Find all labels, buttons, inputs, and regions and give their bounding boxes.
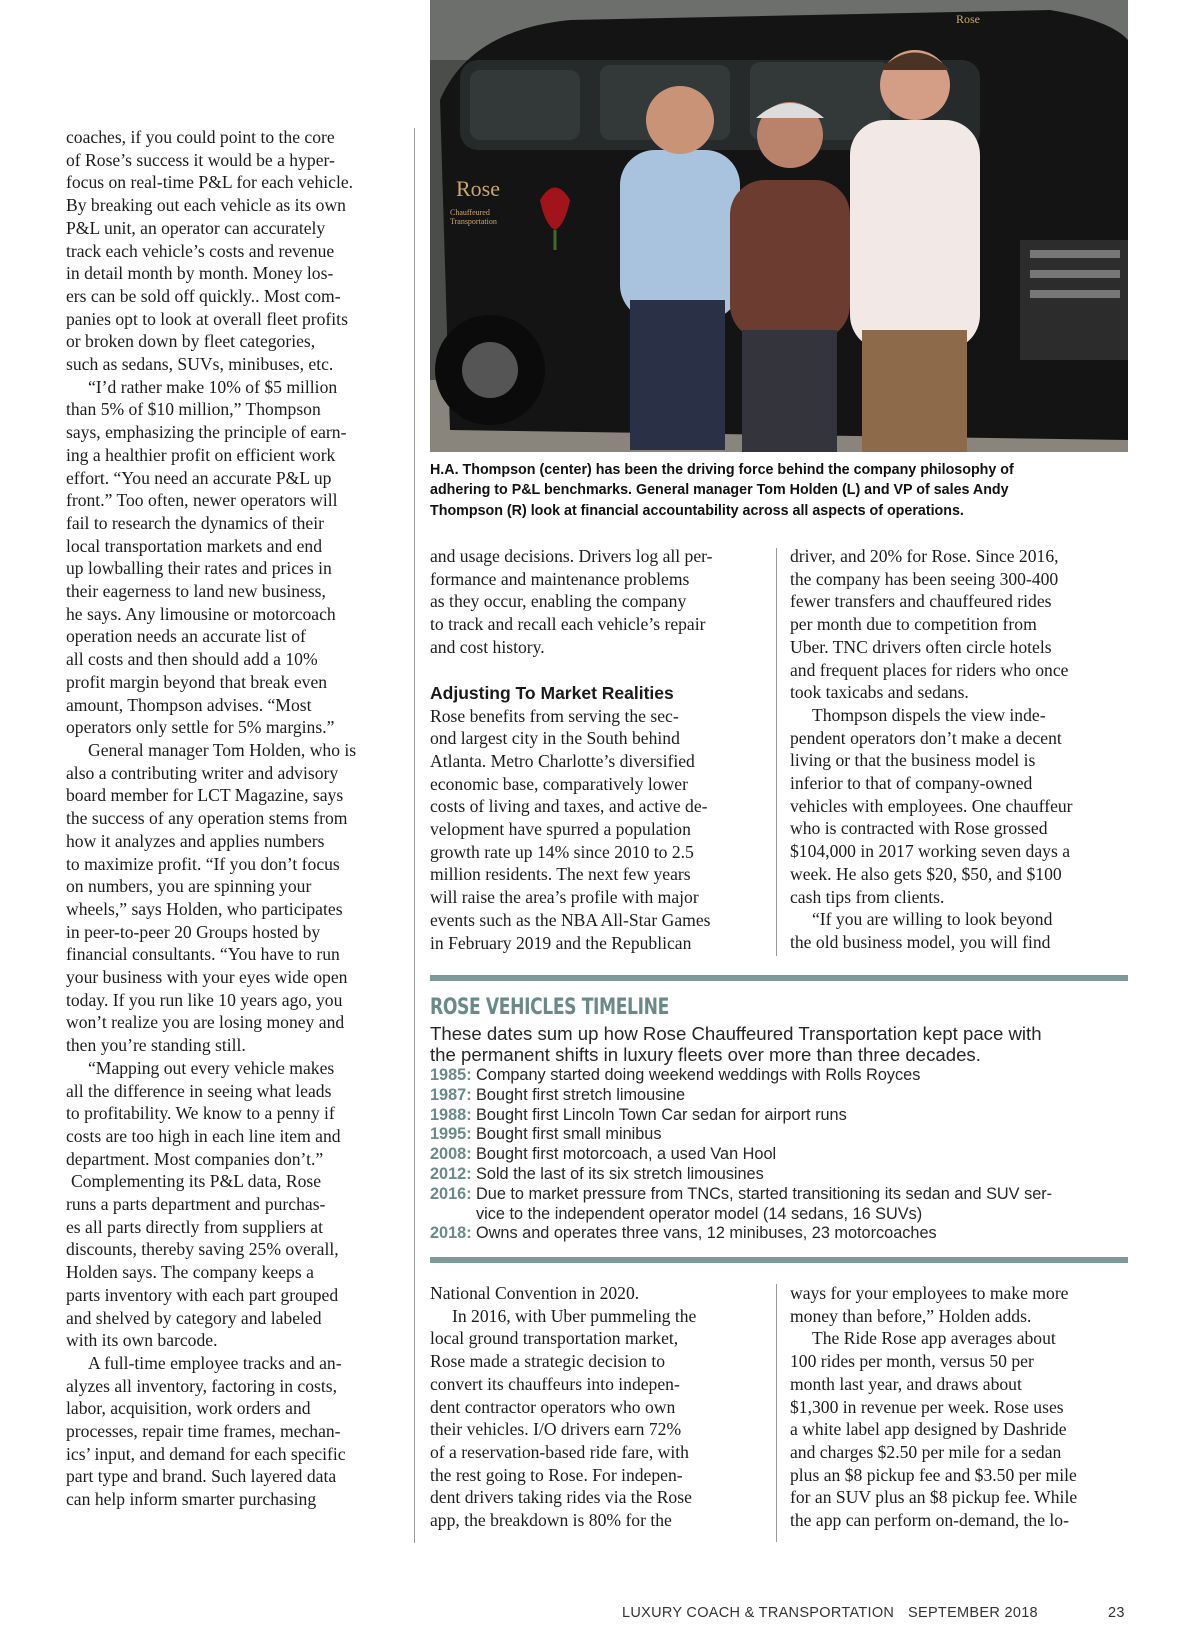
body-paragraph: driver, and 20% for Rose. Since 2016, the company has been seeing 300-400 fewer transfers and chauffeured rides per month due to competition from Uber. TNC drivers often circle hotels and frequent places for riders who once took taxicabs and sedans. <box>790 546 1069 703</box>
column-rule <box>414 128 415 1543</box>
timeline-year: 2008: <box>430 1145 472 1164</box>
timeline-year: 1987: <box>430 1085 472 1104</box>
timeline-entry <box>430 1165 1128 1185</box>
timeline-text: Bought first small minibus <box>476 1125 662 1144</box>
timeline-year: 1995: <box>430 1125 472 1144</box>
middle-column-bottom <box>430 1282 765 1532</box>
column-rule <box>776 1284 777 1542</box>
body-paragraph: “I’d rather make 10% of $5 million than 5% of $10 million,” Thompson says, emphasizing the principle of earn- ing a healthier profit on efficient work effort. “You need an accurate P&L up front.” Too often, newer operators will fail to research the dynamics of their local transportation markets and end up lowballing their rates and prices in their eagerness to land new business, he says. Any limousine or motorcoach operation needs an accurate list of all costs and then should add a 10% profit margin beyond that break even amount, Thompson advises. “Most operators only settle for 5% margins.” <box>66 376 347 738</box>
timeline-text: Bought first motorcoach, a used Van Hool <box>476 1145 777 1164</box>
photo <box>430 0 1128 452</box>
timeline-entry <box>430 1185 1128 1225</box>
left-column <box>66 126 406 1511</box>
middle-column-top <box>430 545 765 954</box>
timeline-bottom-rule <box>430 1257 1128 1263</box>
timeline-entry <box>430 1224 1128 1244</box>
timeline-text: Company started doing weekend weddings with Rolls Royces <box>476 1066 921 1084</box>
timeline-year: 2018: <box>430 1224 472 1243</box>
right-column-bottom <box>790 1282 1130 1532</box>
body-paragraph: “If you are willing to look beyond the old business model, you will find <box>790 909 1053 952</box>
body-paragraph: ways for your employees to make more money than before,” Holden adds. <box>790 1283 1069 1326</box>
timeline-text: Bought first stretch limousine <box>476 1085 686 1104</box>
timeline-text: Bought first Lincoln Town Car sedan for airport runs <box>476 1105 847 1124</box>
footer-issue: SEPTEMBER 2018 <box>908 1605 1038 1621</box>
body-paragraph: “Mapping out every vehicle makes all the difference in seeing what leads to profitability. We know to a penny if costs are too high in each line item and department. Most companies don’t.” <box>66 1057 341 1169</box>
body-paragraph: coaches, if you could point to the core of Rose’s success it would be a hyper- focus on real-time P&L for each vehicle. By breaking out each vehicle as its own P&L unit, an operator can accurately track each vehicle’s costs and revenue in detail month by month. Money los- ers can be sold off quickly.. Most com- panies opt to look at overall fleet profits or broken down by fleet categories, such as sedans, SUVs, minibuses, etc. <box>66 127 354 375</box>
body-paragraph: A full-time employee tracks and an- alyzes all inventory, factoring in costs, labor, acquisition, work orders and processes, repair time frames, mechan- ics’ input, and demand for each specific part type and brand. Such layered data can help inform smarter purchasing <box>66 1352 346 1510</box>
timeline-year: 2016: <box>430 1184 472 1203</box>
timeline-text: Sold the last of its six stretch limousines <box>476 1164 764 1183</box>
photo-illustration <box>430 0 1128 452</box>
body-paragraph: Thompson dispels the view inde- pendent operators don’t make a decent living or that the business model is inferior to that of company-owned vehicles with employees. One chauffeur who is contracted with Rose grossed $104,000 in 2017 working seven days a week. He also gets $20, $50, and $100 cash tips from clients. <box>790 704 1073 907</box>
right-column-top <box>790 545 1130 954</box>
footer-publication: LUXURY COACH & TRANSPORTATION <box>622 1605 895 1621</box>
timeline-top-rule <box>430 975 1128 981</box>
timeline-entry <box>430 1125 1128 1145</box>
timeline-year: 1988: <box>430 1105 472 1124</box>
timeline-entry <box>430 1086 1128 1106</box>
bus-logo: Rose <box>456 176 500 201</box>
photo-caption: H.A. Thompson (center) has been the driving force behind the company philosophy of adhering to P&L benchmarks. General manager Tom Holden (L) and VP of sales Andy Thompson (R) look at financial accountability across all aspects of operations. <box>430 461 1014 519</box>
body-paragraph: The Ride Rose app averages about 100 rides per month, versus 50 per month last year, and draws about $1,300 in revenue per week. Rose uses a white label app designed by Dashride and charges $2.50 per mile for a sedan plus an $8 pickup fee and $3.50 per mile for an SUV plus an $8 pickup fee. While the app can perform on-demand, the lo- <box>790 1328 1078 1531</box>
body-paragraph: Complementing its P&L data, Rose runs a parts department and purchas- es all parts directly from suppliers at discounts, thereby saving 25% overall, Holden says. The company keeps a parts inventory with each part grouped and shelved by category and labeled with its own barcode. <box>66 1171 339 1351</box>
page-number: 23 <box>1108 1605 1125 1621</box>
body-paragraph: General manager Tom Holden, who is also a contributing writer and advisory board member for LCT Magazine, says the success of any operation stems from how it analyzes and applies numbers to maximize profit. “If you don’t focus on numbers, you are spinning your wheels,” says Holden, who participates in peer-to-peer 20 Groups hosted by financial consultants. “You have to run your business with your eyes wide open today. If you run like 10 years ago, you won’t realize you are losing money and then you’re standing still. <box>66 739 357 1056</box>
section-subhead: Adjusting To Market Realities <box>430 682 674 703</box>
timeline-entry <box>430 1145 1128 1165</box>
body-paragraph: In 2016, with Uber pummeling the local ground transportation market, Rose made a strategic decision to convert its chauffeurs into indepen- dent contractor operators who own their vehicles. I/O drivers earn 72% of a reservation-based ride fare, with the rest going to Rose. For indepen- dent drivers taking rides via the Rose app, the breakdown is 80% for the <box>430 1305 697 1531</box>
timeline-title: ROSE VEHICLES TIMELINE <box>430 995 669 1020</box>
timeline-text: Owns and operates three vans, 12 minibuses, 23 motorcoaches <box>476 1224 937 1243</box>
timeline-box <box>430 995 1128 1244</box>
timeline-list <box>430 1066 1128 1244</box>
timeline-intro: These dates sum up how Rose Chauffeured Transportation kept pace with the permanent shifts in luxury fleets over more than three decades. <box>430 1023 1042 1065</box>
column-rule <box>776 548 777 956</box>
body-paragraph: and usage decisions. Drivers log all per- formance and maintenance problems as they occur, enabling the company to track and recall each vehicle’s repair and cost history. <box>430 546 713 657</box>
timeline-entry <box>430 1106 1128 1126</box>
timeline-text: Due to market pressure from TNCs, started transitioning its sedan and SUV ser- vice to the independent operator model (14 sedans, 16 SUVs) <box>476 1184 1053 1223</box>
timeline-entry <box>430 1066 1128 1086</box>
body-paragraph: National Convention in 2020. <box>430 1283 640 1303</box>
bus-logo-subtitle: Chauffeured Transportation <box>450 208 497 226</box>
body-paragraph: Rose benefits from serving the sec- ond largest city in the South behind Atlanta. Metro Charlotte’s diversified economic base, comparatively lower costs of living and taxes, and active de- velopment have spurred a population growth rate up 14% since 2010 to 2.5 million residents. The next few years will raise the area’s profile with major events such as the NBA All-Star Games in February 2019 and the Republican <box>430 705 711 953</box>
timeline-year: 1985: <box>430 1066 472 1084</box>
timeline-year: 2012: <box>430 1164 472 1183</box>
roof-logo: Rose <box>956 12 980 26</box>
